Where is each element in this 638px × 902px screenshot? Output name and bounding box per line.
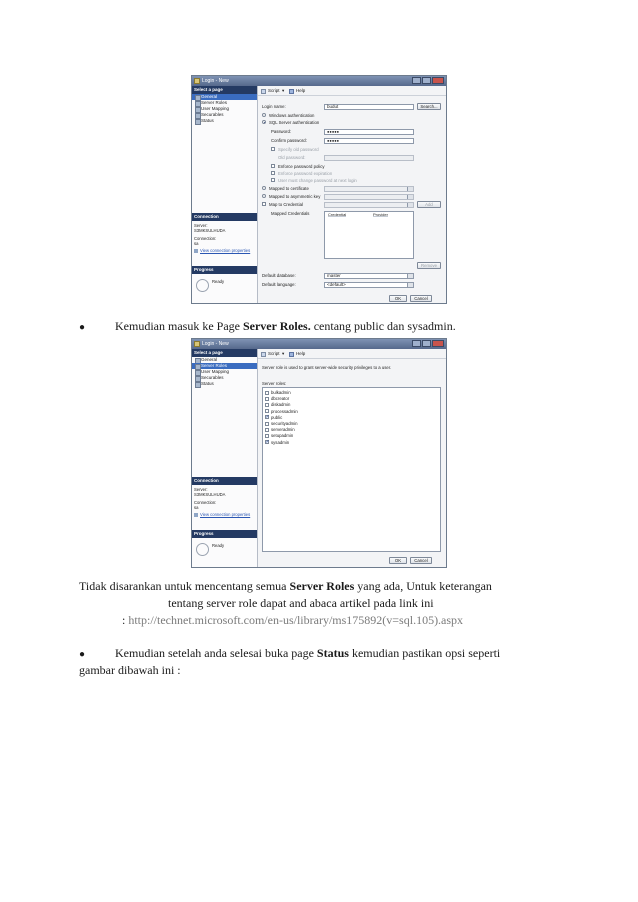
maximize-button[interactable] xyxy=(422,340,431,347)
paragraph-line-3 xyxy=(122,612,463,629)
server-value-2: S3MKSULHUDA xyxy=(194,492,226,497)
dialog-title-bar xyxy=(192,76,446,86)
mapped-certificate-label: Mapped to certificate xyxy=(269,186,309,191)
bullet2-text-a: Kemudian setelah anda selesai buka page xyxy=(115,646,317,660)
server-role-checkbox[interactable] xyxy=(265,415,269,419)
mapped-credentials-label: Mapped Credentials xyxy=(271,211,310,216)
script-button[interactable]: Script xyxy=(268,88,280,93)
dialog-title-2: Login - New xyxy=(202,341,229,347)
paragraph-line-2: tentang server role dapat and abaca artikel pada link ini xyxy=(168,596,434,610)
dialog-title-bar-2 xyxy=(192,339,446,349)
dialog-title: Login - New xyxy=(202,78,229,84)
dialog-icon xyxy=(194,341,200,347)
login-new-dialog-general xyxy=(191,75,447,304)
col-credential: Credential xyxy=(328,212,347,217)
default-language-label: Default language: xyxy=(262,282,296,287)
bullet1-text-a: Kemudian masuk ke Page xyxy=(115,319,243,333)
server-role-row[interactable] xyxy=(265,433,365,439)
must-change-checkbox[interactable] xyxy=(271,178,275,182)
password-label: Password: xyxy=(271,129,292,134)
server-role-row[interactable] xyxy=(265,390,365,396)
select-page-heading: Select a page xyxy=(192,86,257,94)
server-role-checkbox[interactable] xyxy=(265,422,269,426)
page-user-mapping-2[interactable]: User Mapping xyxy=(192,369,257,375)
confirm-password-input[interactable]: ●●●●● xyxy=(324,138,414,144)
server-roles-content xyxy=(258,359,446,567)
server-label-2: Server: xyxy=(194,487,208,492)
credential-select[interactable] xyxy=(324,202,414,208)
mapped-asymmetric-key-label: Mapped to asymmetric key xyxy=(269,194,321,199)
maximize-button[interactable] xyxy=(422,77,431,84)
default-database-label: Default database: xyxy=(262,273,296,278)
server-role-label: processadmin xyxy=(271,408,298,414)
page-general[interactable]: General xyxy=(192,94,257,100)
server-role-label: setupadmin xyxy=(271,433,294,439)
select-page-heading-2: Select a page xyxy=(192,349,257,357)
help-button-2[interactable]: Help xyxy=(296,351,306,356)
connection-label: Connection: xyxy=(194,236,217,241)
map-to-credential-checkbox[interactable] xyxy=(262,202,266,206)
p1-text-bold: Server Roles xyxy=(289,579,355,593)
server-role-row[interactable] xyxy=(265,396,365,402)
chevron-down-icon[interactable]: ▾ xyxy=(282,351,285,356)
specify-old-password-label: Specify old password xyxy=(278,147,319,152)
cancel-button-2[interactable]: Cancel xyxy=(410,557,432,564)
enforce-expiration-checkbox[interactable] xyxy=(271,171,275,175)
page-securables[interactable]: Securables xyxy=(192,112,257,118)
page-server-roles-2[interactable]: Server Roles xyxy=(192,363,257,369)
connection-info-2 xyxy=(192,487,257,518)
server-role-checkbox[interactable] xyxy=(265,403,269,407)
dialog-sidebar-2 xyxy=(192,349,258,567)
dialog-toolbar xyxy=(258,86,446,96)
dialog-sidebar xyxy=(192,86,258,303)
server-role-row[interactable] xyxy=(265,440,365,446)
bullet1-text xyxy=(115,318,456,335)
minimize-button[interactable] xyxy=(412,77,421,84)
server-role-label: sysadmin xyxy=(271,439,290,445)
page-securables-2[interactable]: Securables xyxy=(192,375,257,381)
page-general-2[interactable]: General xyxy=(192,357,257,363)
certificate-select[interactable] xyxy=(324,186,414,192)
bullet-icon: ● xyxy=(79,649,86,660)
bullet2-text-c: kemudian pastikan opsi seperti xyxy=(348,646,501,660)
server-role-label: serveradmin xyxy=(271,427,295,433)
confirm-password-label: Confirm password: xyxy=(271,138,307,143)
login-name-label: Login name: xyxy=(262,104,286,109)
progress-status-2: Ready xyxy=(212,543,225,548)
minimize-button[interactable] xyxy=(412,340,421,347)
paragraph-line-4: gambar dibawah ini : xyxy=(79,663,181,677)
help-icon xyxy=(289,89,294,94)
progress-heading-2: Progress xyxy=(192,530,257,538)
roles-description: Server role is used to grant server-wide security privileges to a user. xyxy=(262,365,392,370)
sql-auth-label: SQL Server authentication xyxy=(269,120,320,125)
bullet1-text-bold: Server Roles. xyxy=(242,319,311,333)
asymmetric-key-select[interactable] xyxy=(324,194,414,200)
windows-auth-radio[interactable] xyxy=(262,113,266,117)
old-password-input[interactable] xyxy=(324,155,414,161)
p1-text-a: Tidak disarankan untuk mencentang semua xyxy=(79,579,290,593)
window-controls xyxy=(412,77,444,84)
server-role-row[interactable] xyxy=(265,421,365,427)
help-button[interactable]: Help xyxy=(296,88,306,93)
progress-status: Ready xyxy=(212,279,225,284)
connection-value-2: sa xyxy=(194,505,199,510)
map-to-credential-label: Map to Credential xyxy=(269,202,303,207)
mapped-asymmetric-key-radio[interactable] xyxy=(262,194,266,198)
connection-info xyxy=(192,223,257,254)
server-label: Server: xyxy=(194,223,208,228)
default-language-select[interactable]: <default> xyxy=(324,282,414,288)
server-role-checkbox[interactable] xyxy=(265,434,269,438)
connection-value: sa xyxy=(194,241,199,246)
server-role-checkbox[interactable] xyxy=(265,391,269,395)
windows-auth-label: Windows authentication xyxy=(269,113,315,118)
sql-auth-radio[interactable] xyxy=(262,120,266,124)
server-role-checkbox[interactable] xyxy=(265,428,269,432)
col-provider: Provider xyxy=(373,212,388,217)
default-database-select[interactable]: master xyxy=(324,273,414,279)
enforce-policy-label: Enforce password policy xyxy=(278,164,325,169)
remove-button[interactable]: Remove xyxy=(417,262,441,269)
technet-link[interactable]: http://technet.microsoft.com/en-us/library/ms175892(v=sql.105).aspx xyxy=(128,613,464,627)
p1-text-c: yang ada, Untuk keterangan xyxy=(354,579,492,593)
script-icon xyxy=(261,89,266,94)
server-roles-list xyxy=(262,387,441,552)
close-button[interactable] xyxy=(432,77,444,84)
script-button-2[interactable]: Script xyxy=(268,351,280,356)
server-role-row[interactable] xyxy=(265,415,365,421)
login-name-input[interactable]: budut xyxy=(324,104,414,110)
progress-spinner-icon xyxy=(196,543,209,556)
server-role-label: bulkadmin xyxy=(271,390,291,395)
dialog-toolbar-2 xyxy=(258,349,446,359)
server-role-checkbox[interactable] xyxy=(265,440,269,444)
connection-label-2: Connection: xyxy=(194,500,217,505)
script-icon xyxy=(261,352,266,357)
add-button[interactable]: Add xyxy=(417,201,441,208)
connection-heading: Connection xyxy=(192,213,257,221)
server-role-label: public xyxy=(271,414,283,420)
cancel-button[interactable]: Cancel xyxy=(410,295,432,302)
bullet2-text-bold: Status xyxy=(316,646,349,660)
mapped-certificate-radio[interactable] xyxy=(262,186,266,190)
window-controls-2 xyxy=(412,340,444,347)
chevron-down-icon[interactable]: ▾ xyxy=(282,88,285,93)
view-connection-properties-link-2[interactable]: View connection properties xyxy=(192,512,257,518)
server-role-checkbox[interactable] xyxy=(265,397,269,401)
server-value: S3MKSULHUDA xyxy=(194,228,226,233)
view-connection-properties-link[interactable]: View connection properties xyxy=(192,248,257,254)
page-status[interactable]: Status xyxy=(192,118,257,124)
bullet-icon: ● xyxy=(79,322,86,333)
server-role-label: securityadmin xyxy=(271,421,298,426)
server-role-label: diskadmin xyxy=(271,402,291,408)
server-role-row[interactable] xyxy=(265,427,365,433)
enforce-policy-checkbox[interactable] xyxy=(271,164,275,168)
p3-prefix: : xyxy=(122,613,129,627)
page-status-2[interactable]: Status xyxy=(192,381,257,387)
dialog-icon xyxy=(194,78,200,84)
enforce-expiration-label: Enforce password expiration xyxy=(278,171,333,176)
ok-button-2[interactable]: OK xyxy=(389,557,407,564)
connection-heading-2: Connection xyxy=(192,477,257,485)
progress-heading: Progress xyxy=(192,266,257,274)
page-user-mapping[interactable]: User Mapping xyxy=(192,106,257,112)
server-role-checkbox[interactable] xyxy=(265,409,269,413)
help-icon xyxy=(289,352,294,357)
ok-button[interactable]: OK xyxy=(389,295,407,302)
progress-spinner-icon xyxy=(196,279,209,292)
mapped-credentials-list[interactable] xyxy=(324,211,414,259)
server-role-row[interactable] xyxy=(265,409,365,415)
search-button[interactable]: Search... xyxy=(417,103,441,110)
server-role-label: dbcreator xyxy=(271,396,290,402)
old-password-label: Old password: xyxy=(278,155,306,160)
bullet2-text xyxy=(115,645,500,662)
general-page-content xyxy=(258,96,446,303)
login-new-dialog-server-roles xyxy=(191,338,447,568)
must-change-label: User must change password at next login xyxy=(278,178,357,183)
password-input[interactable]: ●●●●● xyxy=(324,129,414,135)
server-role-row[interactable] xyxy=(265,402,365,408)
close-button[interactable] xyxy=(432,340,444,347)
server-roles-label: Server roles: xyxy=(262,381,287,386)
bullet1-text-c: centang public dan sysadmin. xyxy=(310,319,456,333)
page-server-roles[interactable]: Server Roles xyxy=(192,100,257,106)
specify-old-password-checkbox[interactable] xyxy=(271,147,275,151)
paragraph-line-1 xyxy=(79,578,492,595)
